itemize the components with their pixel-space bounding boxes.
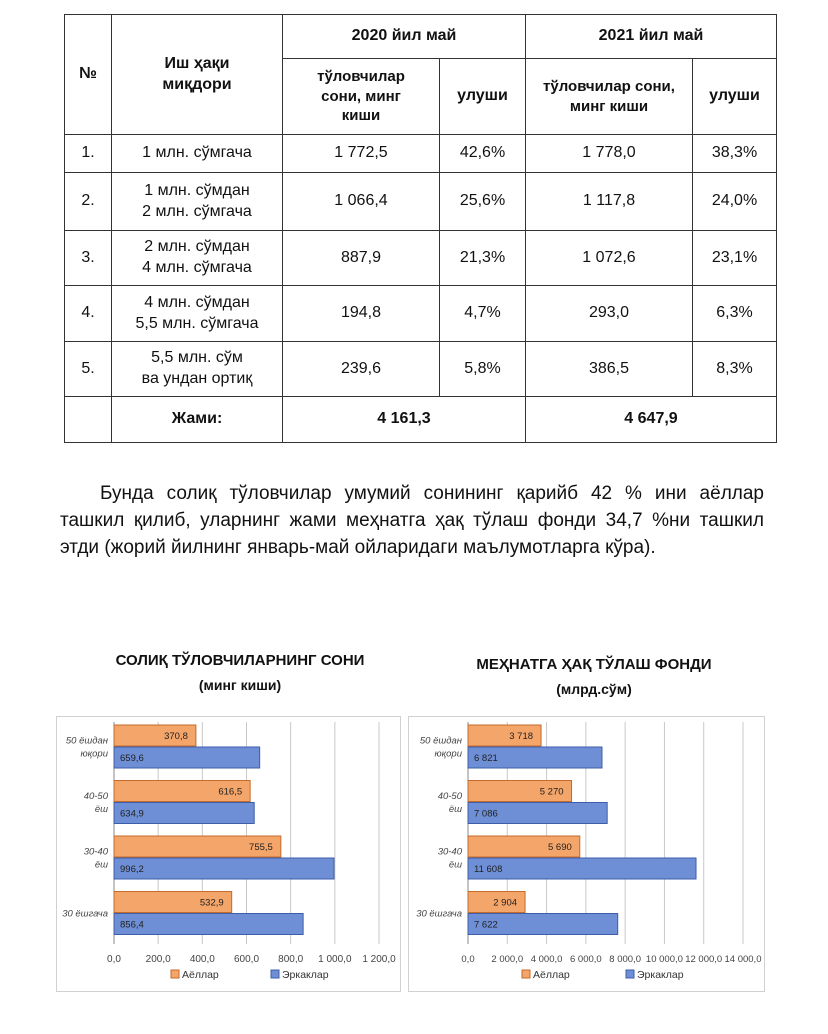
row-range-line2: 5,5 млн. сўмгача xyxy=(135,314,259,332)
data-label: 2 904 xyxy=(493,897,518,909)
row-share-2020: 4,7% xyxy=(440,286,526,342)
legend-swatch xyxy=(171,970,179,978)
header-no: № xyxy=(65,15,112,135)
row-payers-2021: 1 072,6 xyxy=(526,231,693,286)
row-payers-2020: 239,6 xyxy=(283,342,440,397)
table-row xyxy=(65,231,777,286)
row-range-line1: 1 млн. сўмгача xyxy=(142,144,252,162)
header-amount: Иш ҳақи миқдори xyxy=(112,15,283,135)
data-label: 5 690 xyxy=(547,842,572,853)
row-range-line1: 2 млн. сўмдан xyxy=(144,238,250,256)
data-label: 634,9 xyxy=(120,808,144,820)
row-no: 5. xyxy=(65,342,112,397)
category-label: 30 ёшгача xyxy=(62,908,108,920)
chart2-title: МЕҲНАТГА ҲАҚ ТЎЛАШ ФОНДИ xyxy=(476,656,712,673)
header-payers-2020: тўловчилар сони, минг киши xyxy=(283,59,440,135)
category-label: юқори xyxy=(434,748,462,760)
category-label: 50 ёшдан xyxy=(65,735,108,747)
row-no: 3. xyxy=(65,231,112,286)
row-no: 1. xyxy=(65,135,112,173)
row-share-2021: 23,1% xyxy=(693,231,777,286)
row-payers-2020: 1 772,5 xyxy=(283,135,440,173)
category-label: ёш xyxy=(94,804,108,815)
data-label: 7 086 xyxy=(474,808,498,820)
salary-table-container xyxy=(64,14,776,443)
header-period-2020: 2020 йил май xyxy=(283,15,526,59)
data-label: 996,2 xyxy=(120,864,144,875)
data-label: 659,6 xyxy=(120,753,144,764)
category-label: 40-50 xyxy=(83,791,108,802)
row-no: 4. xyxy=(65,286,112,342)
row-range-line2: ва ундан ортиқ xyxy=(141,370,253,387)
total-label: Жами: xyxy=(112,397,283,443)
row-payers-2021: 1 778,0 xyxy=(526,135,693,173)
row-payers-2020: 887,9 xyxy=(283,231,440,286)
chart-wage-fund xyxy=(408,716,765,992)
category-label: 30-40 xyxy=(437,846,462,858)
tick-label: 14 000,0 xyxy=(724,954,762,965)
table-row xyxy=(65,135,777,173)
chart2-subtitle: (млрд.сўм) xyxy=(556,681,632,697)
tick-label: 200,0 xyxy=(145,954,171,965)
row-share-2021: 8,3% xyxy=(693,342,777,397)
header-share-2021: улуши xyxy=(693,59,777,135)
data-label: 11 608 xyxy=(474,864,503,875)
category-label: ёш xyxy=(448,804,462,815)
table-row xyxy=(65,173,777,231)
row-share-2021: 38,3% xyxy=(693,135,777,173)
category-label: юқори xyxy=(80,748,108,760)
row-range xyxy=(112,135,283,173)
legend-swatch xyxy=(271,970,279,978)
category-label: 40-50 xyxy=(437,791,462,802)
tick-label: 1 200,0 xyxy=(362,954,396,965)
row-range-line1: 5,5 млн. сўм xyxy=(151,349,243,367)
header-share-2020: улуши xyxy=(440,59,526,135)
row-payers-2021: 386,5 xyxy=(526,342,693,397)
legend-label: Аёллар xyxy=(182,969,219,981)
data-label: 755,5 xyxy=(249,842,273,853)
row-range-line1: 1 млн. сўмдан xyxy=(144,181,250,199)
summary-paragraph: Бунда солиқ тўловчилар умумий сонининг қарийб 42 % ини аёллар ташкил қилиб, уларнинг жами меҳнатга ҳақ тўлаш фонди 34,7 %ни ташкил этди (жорий йилнинг январь-май ойларидаги маълумотларга кўра). xyxy=(60,483,764,558)
category-label: ёш xyxy=(448,859,462,871)
table-row xyxy=(65,342,777,397)
data-label: 370,8 xyxy=(164,731,188,742)
row-range xyxy=(112,173,283,231)
row-payers-2021: 1 117,8 xyxy=(526,173,693,231)
chart1-subtitle: (минг киши) xyxy=(198,677,282,693)
legend-label: Аёллар xyxy=(533,969,570,981)
category-label: 30 ёшгача xyxy=(416,908,462,920)
table-row xyxy=(65,286,777,342)
tick-label: 2 000,0 xyxy=(491,954,524,965)
row-share-2021: 6,3% xyxy=(693,286,777,342)
row-payers-2021: 293,0 xyxy=(526,286,693,342)
tick-label: 12 000,0 xyxy=(685,954,723,965)
row-range xyxy=(112,231,283,286)
row-share-2021: 24,0% xyxy=(693,173,777,231)
row-no: 2. xyxy=(65,173,112,231)
tick-label: 6 000,0 xyxy=(570,954,602,965)
tick-label: 8 000,0 xyxy=(609,954,641,965)
data-label: 856,4 xyxy=(120,919,144,931)
row-share-2020: 25,6% xyxy=(440,173,526,231)
salary-table xyxy=(64,14,777,443)
tick-label: 0,0 xyxy=(107,954,121,965)
legend-swatch xyxy=(626,970,634,978)
data-label: 3 718 xyxy=(509,731,534,742)
tick-label: 400,0 xyxy=(189,954,215,965)
row-share-2020: 21,3% xyxy=(440,231,526,286)
chart2-title-block xyxy=(420,656,768,697)
total-2020: 4 161,3 xyxy=(283,397,526,443)
row-range-line1: 4 млн. сўмдан xyxy=(144,293,250,311)
tick-label: 10 000,0 xyxy=(645,954,683,965)
tick-label: 1 000,0 xyxy=(318,954,352,965)
category-label: 30-40 xyxy=(83,846,108,858)
data-label: 7 622 xyxy=(474,919,498,931)
legend-swatch xyxy=(522,970,530,978)
row-range xyxy=(112,342,283,397)
row-share-2020: 5,8% xyxy=(440,342,526,397)
data-label: 616,5 xyxy=(218,786,243,798)
legend-label: Эркаклар xyxy=(637,969,684,981)
row-range xyxy=(112,286,283,342)
tick-label: 800,0 xyxy=(278,954,304,965)
category-label: ёш xyxy=(94,859,108,871)
category-label: 50 ёшдан xyxy=(419,735,462,747)
chart-payers-count xyxy=(56,716,401,992)
tick-label: 4 000,0 xyxy=(530,954,563,965)
chart1-title: СОЛИҚ ТЎЛОВЧИЛАРНИНГ СОНИ xyxy=(115,652,365,669)
row-payers-2020: 1 066,4 xyxy=(283,173,440,231)
header-payers-2021: тўловчилар сони, минг киши xyxy=(526,59,693,135)
tick-label: 0,0 xyxy=(461,954,475,965)
total-2021: 4 647,9 xyxy=(526,397,777,443)
row-range-line2: 4 млн. сўмгача xyxy=(142,259,252,276)
row-range-line2: 2 млн. сўмгача xyxy=(142,202,252,220)
chart1-title-block xyxy=(60,652,420,693)
row-share-2020: 42,6% xyxy=(440,135,526,173)
bar xyxy=(114,858,334,879)
data-label: 532,9 xyxy=(199,897,224,909)
data-label: 5 270 xyxy=(539,786,564,798)
table-total-row xyxy=(65,397,777,443)
data-label: 6 821 xyxy=(474,753,498,764)
total-empty-cell xyxy=(65,397,112,443)
tick-label: 600,0 xyxy=(233,954,260,965)
row-payers-2020: 194,8 xyxy=(283,286,440,342)
header-period-2021: 2021 йил май xyxy=(526,15,777,59)
legend-label: Эркаклар xyxy=(282,969,329,981)
